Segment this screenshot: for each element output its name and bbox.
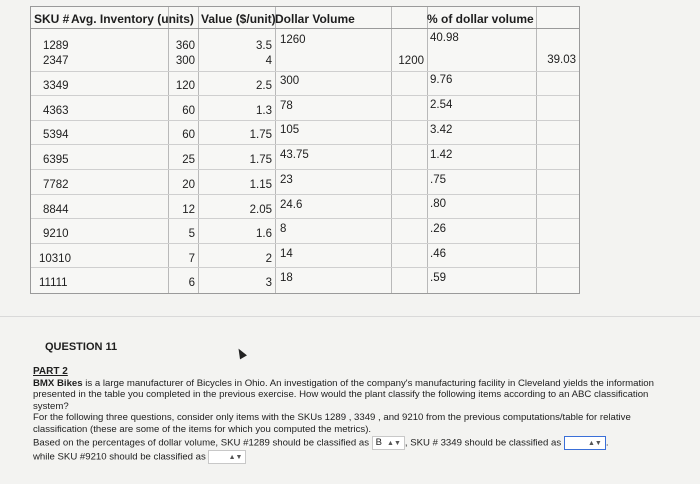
row-divider	[31, 71, 579, 72]
row-divider	[31, 95, 579, 96]
select-sku-3349[interactable]	[564, 436, 606, 450]
select-arrows-icon: ▲▼	[228, 453, 243, 461]
cell-dollar-volume: 1200	[398, 55, 424, 67]
header-pct: % of dollar volume	[427, 12, 534, 26]
cell-pct: 39.03	[547, 54, 576, 66]
cell-value: 3.5	[256, 40, 272, 52]
cell-value: 1.75	[249, 129, 272, 141]
mouse-cursor-icon	[235, 347, 247, 360]
spreadsheet-table	[30, 6, 580, 294]
section-divider	[0, 316, 700, 317]
cell-value: 2.5	[256, 80, 272, 92]
cell-pct: 9.76	[430, 74, 453, 86]
company-name: BMX Bikes	[33, 377, 83, 389]
cell-dollar-volume: 18	[280, 272, 293, 284]
sentence-part-b: , SKU # 3349 should be classified as	[404, 437, 562, 449]
column-divider	[275, 7, 276, 293]
cell-inventory: 60	[182, 105, 195, 117]
cell-pct: 2.54	[430, 99, 453, 111]
cell-sku: 6395	[43, 154, 69, 166]
cell-pct: 40.98	[430, 32, 459, 44]
cell-value: 3	[265, 277, 272, 289]
cell-inventory: 20	[182, 179, 195, 191]
row-divider	[31, 144, 579, 145]
select-sku-9210[interactable]	[208, 450, 246, 464]
row-divider	[31, 194, 579, 195]
cell-pct: .46	[430, 248, 446, 260]
column-divider	[391, 7, 392, 293]
sentence-part-c: while SKU #9210 should be classified as	[33, 451, 206, 463]
header-dollar-volume: Dollar Volume	[275, 12, 355, 26]
cell-inventory: 120	[175, 80, 195, 92]
cell-dollar-volume: 24.6	[280, 199, 303, 211]
cell-pct: .59	[430, 272, 446, 284]
row-divider	[31, 120, 579, 121]
cell-dollar-volume: 23	[280, 174, 293, 186]
cell-inventory: 12	[182, 204, 195, 216]
cell-inventory: 360	[175, 40, 195, 52]
cell-sku: 3349	[43, 80, 69, 92]
select-arrows-icon: ▲▼	[387, 439, 401, 447]
row-divider	[31, 169, 579, 170]
question-body	[33, 366, 683, 464]
cell-pct: .26	[430, 223, 446, 235]
select-arrows-icon: ▲▼	[587, 439, 602, 447]
cell-inventory: 300	[175, 55, 195, 67]
cell-value: 4	[265, 55, 272, 67]
cell-dollar-volume: 43.75	[280, 149, 309, 161]
cell-value: 1.15	[249, 179, 272, 191]
cell-dollar-volume: 1260	[280, 34, 306, 46]
cell-dollar-volume: 78	[280, 100, 293, 112]
question-instructions: For the following three questions, consider only items with the SKUs 1289 , 3349 , and 9210 from the previous computations/table for relative classification (these are some of the items for which you computed the metrics).	[33, 412, 631, 435]
part-heading: PART 2	[33, 366, 68, 377]
header-value: Value ($/unit)	[201, 12, 276, 26]
cell-sku: 10310	[39, 253, 71, 265]
cell-pct: 3.42	[430, 124, 453, 136]
cell-sku: 7782	[43, 179, 69, 191]
cell-inventory: 5	[188, 228, 195, 240]
question-title: QUESTION 11	[45, 341, 118, 353]
cell-dollar-volume: 8	[280, 223, 287, 235]
row-divider	[31, 243, 579, 244]
cell-sku: 11111	[39, 277, 68, 289]
classification-sentence-cont	[33, 450, 683, 464]
cell-inventory: 60	[182, 129, 195, 141]
select-sku-1289[interactable]: B ▲▼	[372, 436, 405, 450]
cell-inventory: 7	[188, 253, 195, 265]
header-divider	[31, 28, 579, 29]
header-inventory: Avg. Inventory (units)	[71, 12, 194, 26]
cell-pct: .80	[430, 198, 446, 210]
column-divider	[536, 7, 537, 293]
cell-value: 2	[265, 253, 272, 265]
question-intro	[33, 378, 683, 413]
cell-sku: 4363	[43, 105, 69, 117]
intro-text: is a large manufacturer of Bicycles in Ohio. An investigation of the company's manufacturing facility in Cleveland yields the information presented in the table you completed in the previous exercise. How would the plant classify the following items according to an ABC classification system?	[33, 377, 654, 412]
cell-sku: 9210	[43, 228, 69, 240]
classification-sentence: Based on the percentages of dollar volume, SKU #1289 should be classified as B ▲▼ , SKU # 3349 should be classified as ▲▼ .	[33, 436, 609, 449]
cell-inventory: 6	[188, 277, 195, 289]
cell-dollar-volume: 14	[280, 248, 293, 260]
column-divider	[198, 7, 199, 293]
cell-sku: 8844	[43, 204, 69, 216]
cell-dollar-volume: 105	[280, 124, 300, 136]
cell-sku: 5394	[43, 129, 69, 141]
cell-inventory: 25	[182, 154, 195, 166]
cell-value: 1.6	[256, 228, 272, 240]
column-divider	[427, 7, 428, 293]
cell-dollar-volume: 300	[280, 75, 300, 87]
header-sku: SKU #	[34, 12, 70, 26]
cell-pct: .75	[430, 174, 446, 186]
cell-value: 1.75	[249, 154, 272, 166]
row-divider	[31, 267, 579, 268]
row-divider	[31, 218, 579, 219]
cell-pct: 1.42	[430, 149, 453, 161]
cell-value: 1.3	[256, 105, 272, 117]
cell-sku: 1289	[43, 40, 69, 52]
cell-value: 2.05	[249, 204, 272, 216]
cell-sku: 2347	[43, 55, 69, 67]
sentence-part-a: Based on the percentages of dollar volume, SKU #1289 should be classified as	[33, 437, 369, 449]
